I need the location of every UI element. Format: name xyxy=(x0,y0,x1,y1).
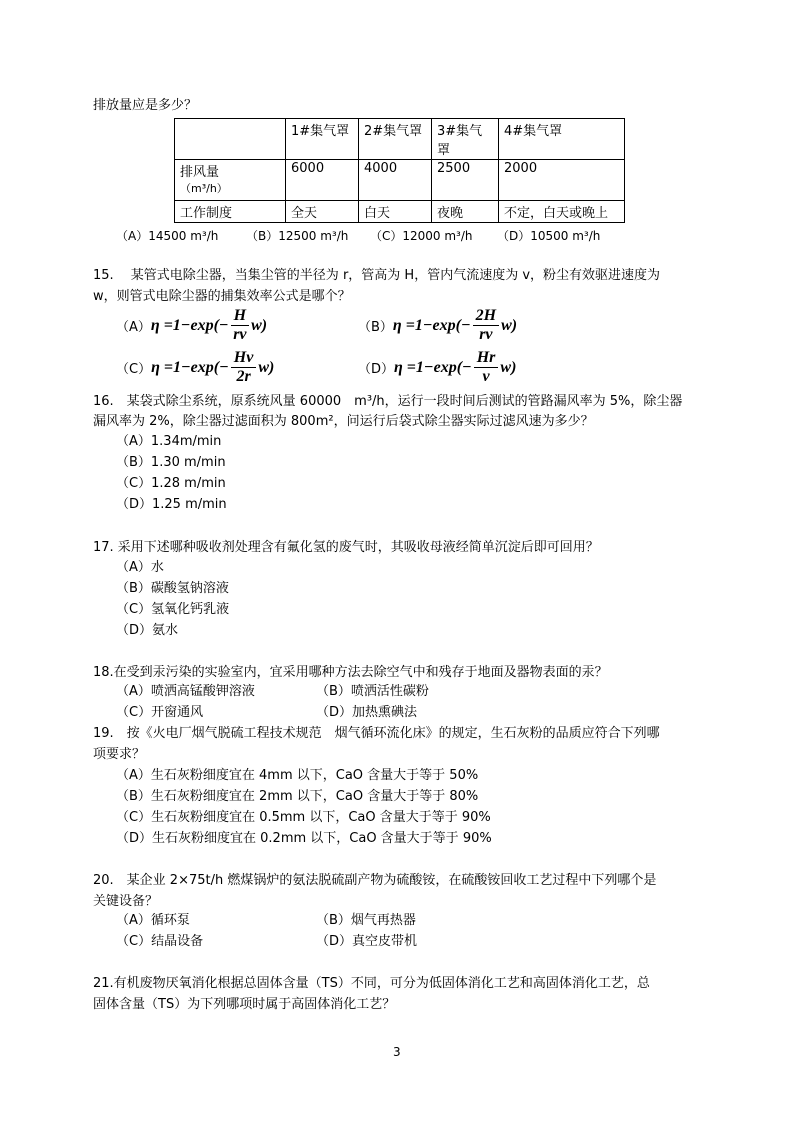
option-a: （A）循环泵 xyxy=(116,913,190,928)
option-a: （A）14500 m³/h xyxy=(116,229,219,243)
table-header-row xyxy=(175,119,625,160)
q17-line-1: 17. 采用下述哪种吸收剂处理含有氟化氢的废气时，其吸收母液经简单沉淀后即可回用？ xyxy=(93,540,599,555)
q19-line-1: 19. 按《火电厂烟气脱硫工程技术规范 烟气循环流化床》的规定，生石灰粉的品质应符合下列哪 xyxy=(93,726,660,741)
option-b: （B）喷洒活性碳粉 xyxy=(316,684,429,699)
q16-line-1: 16. 某袋式除尘系统，原系统风量 60000 m³/h，运行一段时间后测试的管路漏风率为 5%，除尘器 xyxy=(93,394,683,409)
table-cell xyxy=(175,119,286,160)
table-cell: 2500 xyxy=(432,160,499,201)
option-b: （B）12500 m³/h xyxy=(246,229,349,243)
q21-line-2: 固体含量（TS）为下列哪项时属于高固体消化工艺？ xyxy=(93,997,396,1012)
option-a: （A）生石灰粉细度宜在 4mm 以下，CaO 含量大于等于 50% xyxy=(116,768,479,783)
option-b: （B）烟气再热器 xyxy=(316,913,416,928)
table-cell: 排风量 （m³/h） xyxy=(175,160,286,201)
q18-line-1: 18.在受到汞污染的实验室内，宜采用哪种方法去除空气中和残存于地面及器物表面的汞？ xyxy=(93,665,608,680)
option-d: （D）生石灰粉细度宜在 0.2mm 以下，CaO 含量大于等于 90% xyxy=(116,831,492,846)
option-c-formula: （C） η =1−exp(− $\frac{Hv}{2r}$ w) xyxy=(116,349,275,385)
table-cell: 全天 xyxy=(286,201,359,223)
option-c: （C）生石灰粉细度宜在 0.5mm 以下，CaO 含量大于等于 90% xyxy=(116,810,491,825)
table-cell: 白天 xyxy=(359,201,432,223)
hood-table xyxy=(174,118,625,223)
table-cell: 工作制度 xyxy=(175,201,286,223)
table-cell: 夜晚 xyxy=(432,201,499,223)
q19-line-2: 项要求？ xyxy=(93,747,146,762)
option-c: （C）1.28 m/min xyxy=(116,476,226,491)
table-cell: 6000 xyxy=(286,160,359,201)
option-c: （C）结晶设备 xyxy=(116,934,204,949)
q14-tail: 排放量应是多少？ xyxy=(93,98,198,113)
option-d-formula: （D） η =1−exp(− $\frac{Hr}{v}$ w) xyxy=(358,349,517,385)
option-a: （A）喷洒高锰酸钾溶液 xyxy=(116,684,255,699)
table-cell: 1#集气罩 xyxy=(286,119,359,160)
q15-line-2: w，则管式电除尘器的捕集效率公式是哪个？ xyxy=(93,289,351,304)
table-cell: 2000 xyxy=(499,160,625,201)
table-row xyxy=(175,160,625,201)
page-number: 3 xyxy=(393,1045,401,1059)
option-d: （D）氨水 xyxy=(116,623,179,638)
q15-line-1: 15. 某管式电除尘器，当集尘管的半径为 r，管高为 H，管内气流速度为 v，粉尘有效驱进速度为 xyxy=(93,268,661,283)
option-d: （D）10500 m³/h xyxy=(497,229,601,243)
table-cell: 2#集气罩 xyxy=(359,119,432,160)
option-a: （A）1.34m/min xyxy=(116,434,222,449)
table-cell: 不定，白天或晚上 xyxy=(499,201,625,223)
table-cell: 4#集气罩 xyxy=(499,119,625,160)
option-a: （A）水 xyxy=(116,560,164,575)
option-d: （D）加热熏碘法 xyxy=(316,705,418,720)
option-b: （B）生石灰粉细度宜在 2mm 以下，CaO 含量大于等于 80% xyxy=(116,789,479,804)
q20-line-2: 关键设备？ xyxy=(93,894,159,909)
q20-line-1: 20. 某企业 2×75t/h 燃煤锅炉的氨法脱硫副产物为硫酸铵，在硫酸铵回收工艺过程中下列哪个是 xyxy=(93,873,657,888)
option-c: （C）12000 m³/h xyxy=(370,229,473,243)
q21-line-1: 21.有机废物厌氧消化根据总固体含量（TS）不同，可分为低固体消化工艺和高固体消化工艺，总 xyxy=(93,976,650,991)
table-cell: 4000 xyxy=(359,160,432,201)
option-d: （D）真空皮带机 xyxy=(316,934,418,949)
table-row xyxy=(175,201,625,223)
option-b: （B）碳酸氢钠溶液 xyxy=(116,581,229,596)
option-c: （C）氢氧化钙乳液 xyxy=(116,602,230,617)
option-b-formula: （B） η =1−exp(− $\frac{2H}{rv}$ w) xyxy=(358,307,518,343)
option-d: （D）1.25 m/min xyxy=(116,497,227,512)
q16-line-2: 漏风率为 2%，除尘器过滤面积为 800m²，问运行后袋式除尘器实际过滤风速为多少？ xyxy=(93,414,594,429)
option-a-formula: （A） η =1−exp(− $\frac{H}{rv}$ w) xyxy=(116,307,268,343)
table-cell: 3#集气罩 xyxy=(432,119,499,160)
option-c: （C）开窗通风 xyxy=(116,705,204,720)
option-b: （B）1.30 m/min xyxy=(116,455,226,470)
